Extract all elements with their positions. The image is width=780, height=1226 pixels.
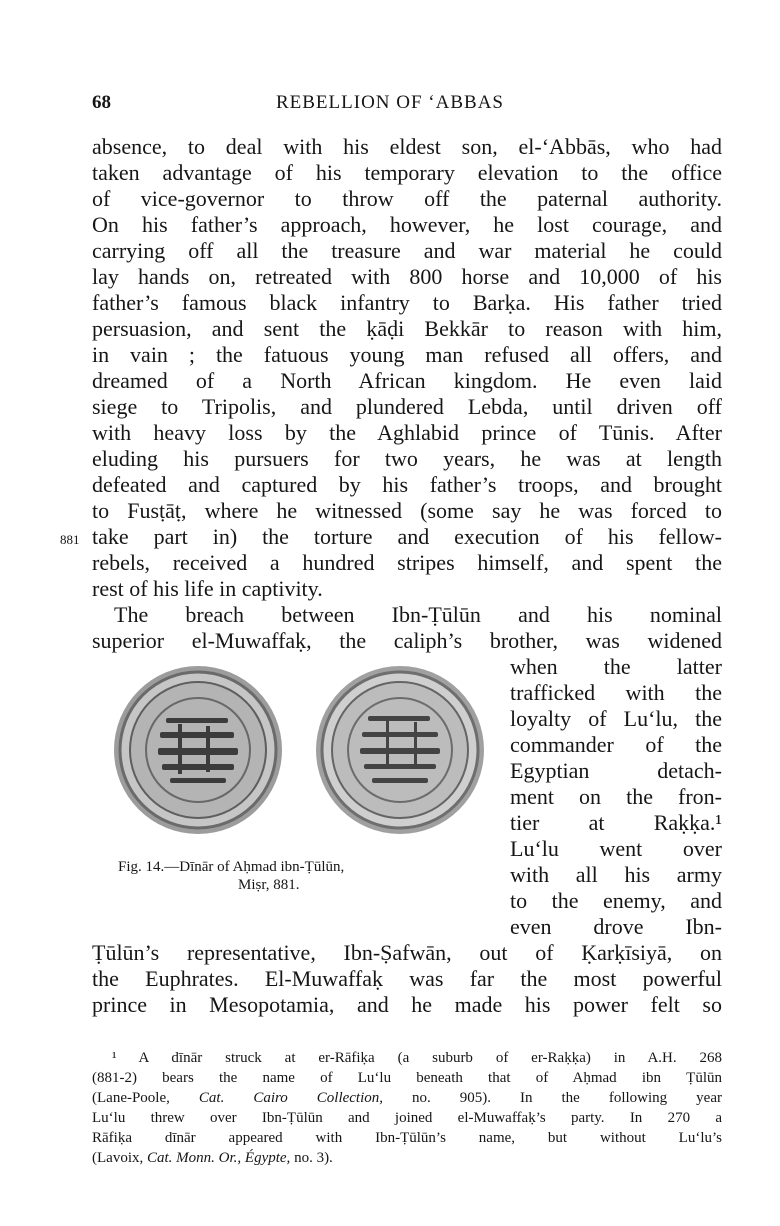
- side-text-line: Egyptian detach-: [510, 758, 722, 783]
- coin-illustration: [110, 660, 490, 840]
- margin-year-note: 881: [60, 532, 80, 547]
- side-text-line: tier at Raḳḳa.¹: [510, 810, 722, 835]
- text-line: superior el-Muwaffaḳ, the caliph’s brother, was widened: [92, 628, 722, 653]
- footnote-citation: Cat. Cairo Collection,: [198, 1090, 384, 1106]
- footnote-text: no. 905). In the following year: [383, 1090, 722, 1106]
- side-text-line: to the enemy, and: [510, 888, 722, 913]
- side-text-line: loyalty of Luʻlu, the: [510, 706, 722, 731]
- text-line: prince in Mesopotamia, and he made his power felt so: [92, 992, 722, 1017]
- footnote-line: [92, 1148, 722, 1168]
- coin-figure: [110, 660, 490, 840]
- side-text-line: even drove Ibn-: [510, 914, 722, 939]
- text-line: taken advantage of his temporary elevation to the office: [92, 160, 722, 185]
- text-line: carrying off all the treasure and war material he could: [92, 238, 722, 263]
- text-line: take part in) the torture and execution of his fellow-: [92, 524, 722, 549]
- text-line: The breach between Ibn-Ṭūlūn and his nominal: [92, 602, 722, 627]
- text-line: with heavy loss by the Aghlabid prince of Tūnis. After: [92, 420, 722, 445]
- figure-caption-line: Fig. 14.—Dīnār of Aḥmad ibn-Ṭūlūn,: [118, 859, 345, 875]
- text-line: siege to Tripolis, and plundered Lebda, until driven off: [92, 394, 722, 419]
- text-line: dreamed of a North African kingdom. He even laid: [92, 368, 722, 393]
- text-line: rebels, received a hundred stripes himself, and spent the: [92, 550, 722, 575]
- side-text-line: trafficked with the: [510, 680, 722, 705]
- figure-caption: [118, 858, 498, 894]
- text-line: persuasion, and sent the ḳāḍi Bekkār to reason with him,: [92, 316, 722, 341]
- side-text-line: ment on the fron-: [510, 784, 722, 809]
- footnote-line: Luʻlu threw over Ibn-Ṭūlūn and joined el-Muwaffaḳ’s party. In 270 a: [92, 1110, 722, 1126]
- page-number: 68: [92, 92, 111, 113]
- text-line: the Euphrates. El-Muwaffaḳ was far the most powerful: [92, 966, 722, 991]
- text-line: On his father’s approach, however, he lost courage, and: [92, 212, 722, 237]
- text-line: in vain ; the fatuous young man refused all offers, and: [92, 342, 722, 367]
- text-line: of vice-governor to throw off the paternal authority.: [92, 186, 722, 211]
- side-text-line: when the latter: [510, 654, 722, 679]
- text-line: rest of his life in captivity.: [92, 576, 323, 601]
- text-line: to Fusṭāṭ, where he witnessed (some say he was forced to: [92, 498, 722, 523]
- side-text-line: commander of the: [510, 732, 722, 757]
- footnote-line: (881-2) bears the name of Luʻlu beneath that of Aḥmad ibn Ṭūlūn: [92, 1070, 722, 1086]
- text-line: father’s famous black infantry to Barḳa. His father tried: [92, 290, 722, 315]
- side-text-line: Luʻlu went over: [510, 836, 722, 861]
- text-line: lay hands on, retreated with 800 horse and 10,000 of his: [92, 264, 722, 289]
- footnote-line: Rāfiḳa dīnār appeared with Ibn-Ṭūlūn’s name, but without Luʻlu’s: [92, 1130, 722, 1146]
- figure-caption-line: Miṣr, 881.: [238, 877, 300, 893]
- running-head: REBELLION OF ‘ABBAS: [275, 92, 504, 113]
- footnote-text: no. 3).: [290, 1150, 333, 1166]
- footnote-citation: Cat. Monn. Or., Égypte,: [146, 1150, 291, 1166]
- coin-obverse: [114, 666, 282, 834]
- footnote-text: (Lavoix,: [92, 1150, 147, 1166]
- text-line: defeated and captured by his father’s troops, and brought: [92, 472, 722, 497]
- text-line: absence, to deal with his eldest son, el-‘Abbās, who had: [92, 134, 722, 159]
- footnote-line: ¹ A dīnār struck at er-Rāfiḳa (a suburb of er-Raḳḳa) in A.H. 268: [112, 1050, 722, 1066]
- footnote-text: (Lane-Poole,: [92, 1090, 199, 1106]
- coin-reverse: [316, 666, 484, 834]
- text-line: eluding his pursuers for two years, he was at length: [92, 446, 722, 471]
- side-text-line: with all his army: [510, 862, 722, 887]
- footnote-line: [92, 1088, 722, 1108]
- text-line: Ṭūlūn’s representative, Ibn-Ṣafwān, out of Ḳarḳīsiyā, on: [92, 940, 722, 965]
